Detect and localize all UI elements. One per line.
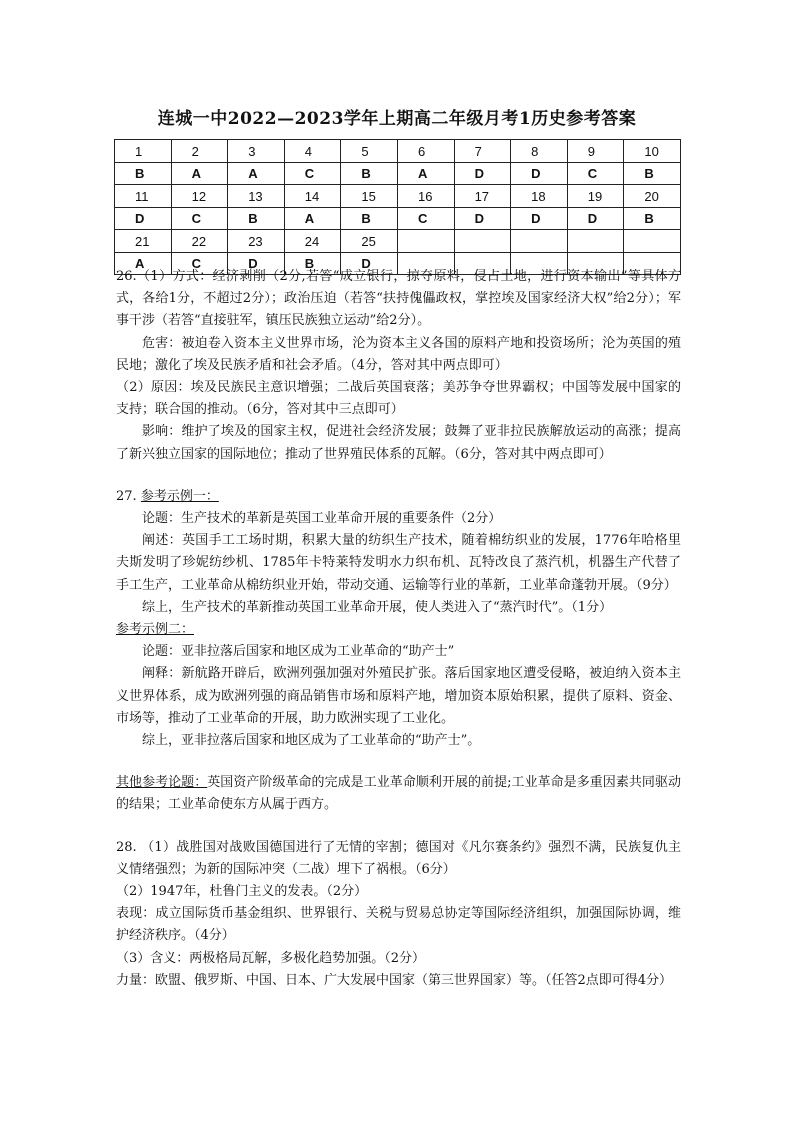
q27-example2-label: 参考示例二： <box>116 622 195 638</box>
answer-key-cell: C <box>171 253 228 275</box>
answer-key-cell: B <box>624 208 681 230</box>
q26-part1: 26.（1）方式：经济剥削（2分,若答“成立银行，掠夺原料，侵占土地，进行资本输出”等具体方式，各给1分，不超过2分）；政治压迫（若答“扶持傀儡政权，掌控埃及国家经济大权”给2分）；军事干涉（若答“直接驻军，镇压民族独立运动”给2分）。 <box>116 269 681 329</box>
answer-key-cell: A <box>228 163 285 185</box>
question-number-cell: 10 <box>624 140 681 163</box>
q28-manifestation: 表现：成立国际货币基金组织、世界银行、关税与贸易总协定等国际经济组织，加强国际协调，维护经济秩序。（4分） <box>116 906 681 944</box>
answer-key-cell: C <box>397 208 454 230</box>
q26-impact: 影响：维护了埃及的国家主权，促进社会经济发展；鼓舞了亚非拉民族解放运动的高涨；提高了新兴独立国家的国际地位；推动了世界殖民体系的瓦解。（6分，答对其中两点即可） <box>116 424 681 462</box>
answer-table-body <box>115 140 681 275</box>
question-number-cell: 21 <box>115 230 172 253</box>
question-number-row <box>115 230 681 253</box>
question-number-cell: 15 <box>341 185 398 208</box>
question-number-cell: 5 <box>341 140 398 163</box>
answer-key-cell: B <box>341 208 398 230</box>
q27-example2-heading <box>116 619 681 641</box>
question-number-cell: 17 <box>454 185 511 208</box>
question-number-cell: 2 <box>171 140 228 163</box>
question-number-cell <box>454 230 511 253</box>
q28-part2: （2）1947年，杜鲁门主义的发表。（2分） <box>116 884 368 900</box>
answer-key-cell: B <box>228 208 285 230</box>
answer-key-cell: D <box>511 163 568 185</box>
answer-key-cell: D <box>454 208 511 230</box>
question-number-cell: 20 <box>624 185 681 208</box>
answer-key-cell: A <box>397 163 454 185</box>
q27-example1-label: 参考示例一： <box>140 488 219 504</box>
q27-example2-summary: 综上，亚非拉落后国家和地区成为了工业革命的“助产士”。 <box>142 733 481 749</box>
q28-part3: （3）含义：两极格局瓦解，多极化趋势加强。（2分） <box>116 950 426 966</box>
question-number-cell: 1 <box>115 140 172 163</box>
answer-key-cell: A <box>284 208 341 230</box>
answer-key-cell: B <box>624 163 681 185</box>
q26-part2: （2）原因：埃及民族民主意识增强；二战后英国衰落；美苏争夺世界霸权；中国等发展中国家的支持；联合国的推动。（6分，答对其中三点即可） <box>116 380 681 418</box>
answer-key-cell: D <box>511 208 568 230</box>
q27-example1-body: 阐述：英国手工工场时期，积累大量的纺织生产技术，随着棉纺织业的发展，1776年哈格里夫斯发明了珍妮纺纱机、1785年卡特莱特发明水力织布机、瓦特改良了蒸汽机，机器生产代替了手工生产，工业革命从棉纺织业开始，带动交通、运输等行业的革新，工业革命蓬勃开展。（9分） <box>116 533 681 593</box>
answer-key-cell: C <box>284 163 341 185</box>
q27-example2-body: 阐释：新航路开辟后，欧洲列强加强对外殖民扩张。落后国家地区遭受侵略，被迫纳入资本主义世界体系，成为欧洲列强的商品销售市场和原料产地，增加资本原始积累，提供了原料、资金、市场等，推动了工业革命的开展，助力欧洲实现了工业化。 <box>116 666 681 726</box>
question-number-cell <box>624 230 681 253</box>
answer-key-cell: A <box>115 253 172 275</box>
answer-table <box>114 139 681 275</box>
q27-other-label: 其他参考论题： <box>116 775 208 791</box>
question-number-cell: 9 <box>567 140 624 163</box>
question-number-cell: 3 <box>228 140 285 163</box>
question-number-cell: 8 <box>511 140 568 163</box>
question-number-cell: 25 <box>341 230 398 253</box>
q27-heading <box>116 486 681 508</box>
question-number-cell: 13 <box>228 185 285 208</box>
q27-number: 27. <box>116 488 137 504</box>
page-title: 连城一中2022—2023学年上期高二年级月考1历史参考答案 <box>157 109 637 129</box>
question-number-cell: 22 <box>171 230 228 253</box>
answer-key-row <box>115 163 681 185</box>
answer-key-cell: B <box>115 163 172 185</box>
question-number-cell <box>511 230 568 253</box>
answer-key-cell: C <box>171 208 228 230</box>
question-number-cell: 14 <box>284 185 341 208</box>
answer-key-row <box>115 208 681 230</box>
question-number-cell: 16 <box>397 185 454 208</box>
q26-harm: 危害：被迫卷入资本主义世界市场，沦为资本主义各国的原料产地和投资场所；沦为英国的殖民地；激化了埃及民族矛盾和社会矛盾。（4分，答对其中两点即可） <box>116 335 681 373</box>
answer-key-cell: C <box>567 163 624 185</box>
q28-forces: 力量：欧盟、俄罗斯、中国、日本、广大发展中国家（第三世界国家）等。（任答2点即可得4分） <box>116 972 673 988</box>
question-number-cell: 11 <box>115 185 172 208</box>
question-number-cell: 12 <box>171 185 228 208</box>
q27-example2-topic: 论题：亚非拉落后国家和地区成为工业革命的“助产士” <box>142 644 455 660</box>
question-number-cell <box>397 230 454 253</box>
answer-key-cell: B <box>284 253 341 275</box>
question-number-cell: 23 <box>228 230 285 253</box>
question-number-cell: 7 <box>454 140 511 163</box>
answer-content <box>116 266 681 992</box>
answer-key-cell: D <box>567 208 624 230</box>
answer-key-cell: B <box>341 163 398 185</box>
q27-other-body: 英国资产阶级革命的完成是工业革命顺利开展的前提;工业革命是多重因素共同驱动的结果；工业革命使东方从属于西方。 <box>116 775 681 813</box>
q27-example1-summary: 综上，生产技术的革新推动英国工业革命开展，使人类进入了“蒸汽时代”。（1分） <box>142 599 613 615</box>
question-number-cell: 4 <box>284 140 341 163</box>
question-number-cell <box>567 230 624 253</box>
question-number-cell: 24 <box>284 230 341 253</box>
question-number-cell: 18 <box>511 185 568 208</box>
q27-other-topics <box>116 772 681 816</box>
question-number-cell: 19 <box>567 185 624 208</box>
answer-key-cell: D <box>228 253 285 275</box>
answer-key-cell: D <box>341 253 398 275</box>
question-number-cell: 6 <box>397 140 454 163</box>
answer-key-cell: D <box>454 163 511 185</box>
q27-example1-topic: 论题：生产技术的革新是英国工业革命开展的重要条件（2分） <box>142 511 502 527</box>
answer-key-cell: A <box>171 163 228 185</box>
answer-key-cell: D <box>115 208 172 230</box>
q28-part1: 28. （1）战胜国对战败国德国进行了无情的宰割；德国对《凡尔赛条约》强烈不满，民族复仇主义情绪强烈；为新的国际冲突（二战）埋下了祸根。（6分） <box>116 839 681 877</box>
question-number-row <box>115 185 681 208</box>
question-number-row <box>115 140 681 163</box>
